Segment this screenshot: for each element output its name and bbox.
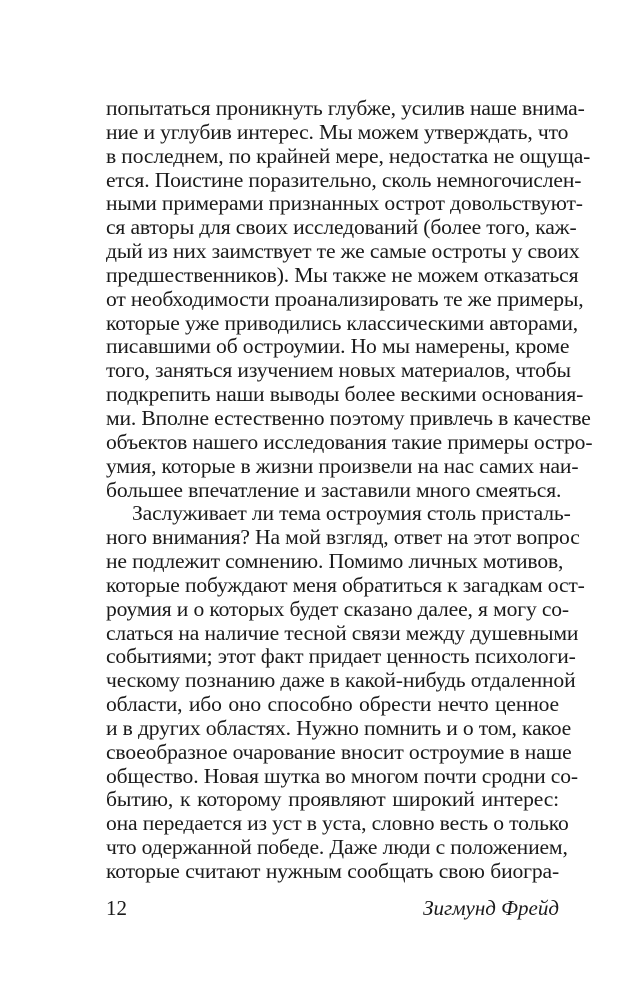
text-line: объектов нашего исследования такие примеры остро- (106, 429, 593, 454)
text-line: предшественников). Мы также не можем отказаться (106, 262, 579, 287)
page-footer (106, 895, 559, 921)
text-line: ся авторы для своих исследований (более того, каж- (106, 215, 577, 240)
text-line: писавшими об остроумии. Но мы намерены, кроме (106, 334, 570, 359)
text-line: не подлежит сомнению. Помимо личных мотивов, (106, 549, 564, 574)
text-line: ческому познанию даже в какой-нибудь отдаленной (106, 668, 576, 693)
text-line: умия, которые в жизни произвели на нас самих наи- (106, 453, 579, 478)
text-line: и в других областях. Нужно помнить и о том, какое (106, 715, 572, 740)
text-line: дый из них заимствует те же самые остроты у своих (106, 239, 580, 264)
text-line: которые уже приводились классическими авторами, (106, 310, 579, 335)
text-line: ми. Вполне естественно поэтому привлечь в качестве (106, 405, 591, 430)
text-line: в последнем, по крайней мере, недостатка не ощуща- (106, 143, 591, 168)
text-line: что одержанной победе. Даже люди с положением, (106, 835, 568, 860)
text-line: того, заняться изучением новых материалов, чтобы (106, 358, 571, 383)
text-line: ние и углубив интерес. Мы можем утверждать, что (106, 119, 569, 144)
text-line: области, ибо оно способно обрести нечто ценное (106, 692, 559, 717)
text-line: она передается из уст в уста, словно весть о только (106, 811, 569, 836)
text-line: бытию, к которому проявляют широкий интерес: (106, 787, 559, 812)
text-line: событиями; этот факт придает ценность психологи- (106, 644, 576, 669)
text-line: своеобразное очарование вносит остроумие в наше (106, 739, 572, 764)
text-line: от необходимости проанализировать те же примеры, (106, 286, 584, 311)
text-line: ными примерами признанных острот довольствуют- (106, 191, 583, 216)
page-number: 12 (106, 896, 127, 920)
text-line: роумия и о которых будет сказано далее, я могу со- (106, 596, 569, 621)
running-footer-author: Зигмунд Фрейд (423, 896, 559, 920)
text-line: общество. Новая шутка во многом почти сродни со- (106, 763, 578, 788)
body-text (106, 96, 593, 884)
text-line: попытаться проникнуть глубже, усилив наше внима- (106, 96, 585, 120)
text-line: ного внимания? На мой взгляд, ответ на этот вопрос (106, 525, 580, 550)
text-line: которые считают нужным сообщать свою биогра- (106, 859, 559, 883)
text-line: ется. Поистине поразительно, сколь немногочислен- (106, 167, 582, 192)
paragraph-end-line: большее впечатление и заставили много смеяться. (106, 477, 562, 502)
text-line: слаться на наличие тесной связи между душевными (106, 620, 579, 645)
text-line: которые побуждают меня обратиться к загадкам ост- (106, 572, 585, 597)
text-line: подкрепить наши выводы более вескими основания- (106, 382, 584, 407)
paragraph-first-line: Заслуживает ли тема остроумия столь присталь- (132, 501, 571, 526)
